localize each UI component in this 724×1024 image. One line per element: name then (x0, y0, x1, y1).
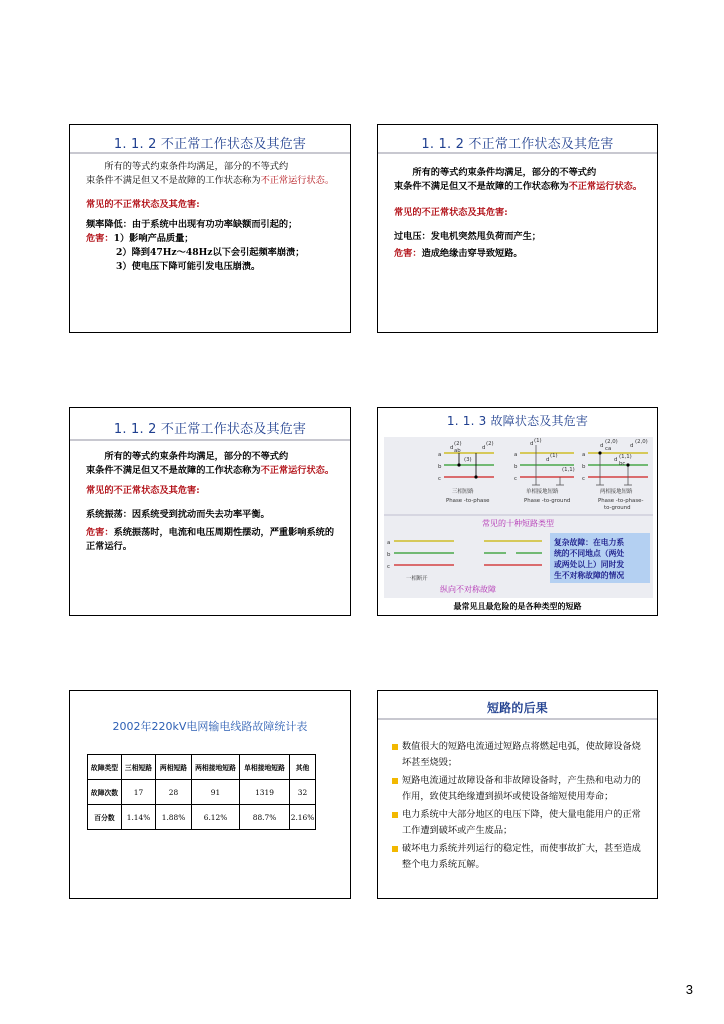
intro-text: 束条件不满足但又不是故障的工作状态称为 (86, 175, 261, 186)
intro-text: 束条件不满足但又不是故障的工作状态称为 (394, 181, 569, 192)
item-text: 系统振荡：因系统受到扰动而失去功率平衡。 (86, 509, 270, 520)
bullet-text: 破坏电力系统并列运行的稳定性，而使事故扩大，甚至造成整个电力系统瓦解。 (402, 843, 641, 870)
intro-red: 不正常运行状态。 (568, 181, 643, 192)
slide-title: 1. 1. 3 故障状态及其危害 (378, 412, 657, 430)
phase-b-label: b (438, 464, 442, 470)
table-cell: 百分数 (88, 805, 122, 830)
table-header: 单相接地短路 (240, 755, 290, 780)
phase-a-label: a (582, 452, 586, 458)
d-superscript: (2) (486, 441, 494, 447)
harm-label: 危害： (86, 233, 114, 244)
slide-body (86, 450, 336, 554)
fault-diagram (384, 437, 653, 598)
d-label: d (630, 443, 634, 449)
diagram-three-phase (438, 441, 494, 504)
intro-line-1: 所有的等式约束条件均满足，部分的不等式约 (412, 167, 597, 178)
complex-line-4: 生不对称故障的情况 (554, 571, 625, 580)
table-header: 故障类型 (88, 755, 122, 780)
harm-3: 3）使电压下降可能引发电压崩溃。 (116, 261, 261, 272)
table-cell: 1.88% (156, 805, 192, 830)
slide-1 (69, 124, 351, 333)
intro-line-1: 所有的等式约束条件均满足，部分的不等式约 (104, 161, 289, 172)
harm-row (86, 526, 336, 554)
page-number: 3 (685, 982, 693, 997)
slide-title: 1. 1. 2 不正常工作状态及其危害 (113, 137, 307, 152)
slide-3 (69, 407, 351, 616)
table-row (88, 755, 316, 780)
three-phase-cn: 三相短路 (452, 489, 474, 495)
d-label: d (600, 443, 604, 449)
list-item (392, 773, 643, 804)
table-header: 三相短路 (122, 755, 156, 780)
consequence-list (392, 739, 643, 875)
phase-c-label: c (387, 564, 390, 570)
intro-text: 束条件不满足但又不是故障的工作状态称为 (86, 465, 261, 476)
bullet-text: 电力系统中大部分地区的电压下降，使大量电能用户的正常工作遭到破坏或产生废品； (402, 809, 641, 836)
slide-4 (377, 407, 658, 616)
phase-b-label: b (514, 464, 518, 470)
slide-title: 1. 1. 2 不正常工作状态及其危害 (113, 422, 307, 437)
d-superscript: (1) (550, 453, 558, 459)
two-phase-cn: 两相接地短路 (600, 489, 633, 495)
intro-line-2 (86, 174, 336, 188)
slide-title: 1. 1. 2 不正常工作状态及其危害 (421, 137, 614, 152)
fault-diagram-panel (384, 437, 653, 598)
table-cell: 28 (156, 780, 192, 805)
d-superscript: (1,1) (562, 467, 575, 473)
d-label: d (614, 457, 618, 463)
bullet-text: 数值很大的短路电流通过短路点将燃起电弧，使故障设备烧坏甚至烧毁； (402, 741, 641, 768)
intro-line-2 (86, 464, 336, 478)
table-cell: 88.7% (240, 805, 290, 830)
d-superscript: (3) (464, 457, 472, 463)
three-phase-en: Phase -to-phase (446, 498, 490, 504)
d-subscript: ab (454, 448, 461, 454)
harm-text: 造成绝缘击穿导致短路。 (421, 248, 523, 259)
slide-2 (377, 124, 658, 333)
harm-label: 危害： (394, 248, 422, 259)
title-divider (70, 439, 350, 441)
complex-line-2: 统的不同地点（两处 (554, 549, 625, 558)
table-header: 其他 (290, 755, 316, 780)
table-cell: 17 (122, 780, 156, 805)
slide-6 (377, 690, 658, 899)
table-cell: 1.14% (122, 805, 156, 830)
harm-label: 危害： (86, 527, 114, 538)
bullet-square-icon (392, 778, 398, 784)
fault-stat-table (87, 754, 316, 830)
two-phase-en-2: to-ground (604, 505, 631, 511)
single-phase-en: Phase -to-ground (524, 498, 571, 504)
d-superscript: (2,0) (635, 439, 648, 445)
table-cell: 6.12% (192, 805, 240, 830)
table-row (88, 780, 316, 805)
slide-body (394, 166, 643, 261)
d-label: d (482, 445, 486, 451)
table-cell: 故障次数 (88, 780, 122, 805)
complex-line-3: 或两处以上）同时发 (554, 560, 625, 569)
section-heading: 常见的不正常状态及其危害: (86, 199, 200, 210)
intro-line-1: 所有的等式约束条件均满足，部分的不等式约 (104, 451, 289, 462)
d-superscript: (1) (534, 438, 542, 444)
table-cell: 32 (290, 780, 316, 805)
phase-a-label: a (387, 540, 391, 546)
table-header: 两相短路 (156, 755, 192, 780)
d-subscript: ca (605, 446, 612, 452)
intro-red: 不正常运行状态。 (260, 175, 335, 186)
phase-a-label: a (514, 452, 518, 458)
phase-c-label: c (438, 476, 441, 482)
intro-line-2 (394, 180, 643, 194)
ten-types-label: 常见的十种短路类型 (482, 519, 554, 528)
list-item (392, 807, 643, 838)
section-heading: 常见的不正常状态及其危害: (394, 207, 508, 218)
phase-c-label: c (514, 476, 517, 482)
title-divider (378, 718, 657, 720)
section-heading: 常见的不正常状态及其危害: (86, 485, 200, 496)
title-divider (70, 152, 350, 154)
intro-red: 不正常运行状态。 (260, 465, 335, 476)
bullet-text: 短路电流通过故障设备和非故障设备时，产生热和电动力的作用，致使其绝缘遭到损坏或使设备缩短使用寿命； (402, 775, 641, 802)
diagram-longitudinal (387, 540, 542, 594)
d-superscript: (2) (454, 441, 462, 447)
longitudinal-label: 纵向不对称故障 (440, 585, 496, 594)
item-text: 频率降低：由于系统中出现有功功率缺额而引起的； (86, 219, 298, 230)
harm-1: 1）影响产品质量； (113, 233, 194, 244)
harm-2: 2）降到47Hz～48Hz以下会引起频率崩溃； (116, 247, 305, 258)
harm-text: 系统振荡时，电流和电压周期性摆动，严重影响系统的正常运行。 (86, 527, 335, 552)
bullet-square-icon (392, 846, 398, 852)
bullet-square-icon (392, 744, 398, 750)
phase-b-label: b (387, 552, 391, 558)
table-row (88, 805, 316, 830)
harm-row (86, 232, 336, 246)
one-phase-break: 一相断开 (406, 576, 428, 582)
d-superscript: (2,0) (605, 439, 618, 445)
two-phase-en: Phase -to-phase- (598, 498, 644, 504)
diagram-single-phase (514, 438, 575, 504)
list-item (392, 739, 643, 770)
table-cell: 91 (192, 780, 240, 805)
table-cell: 2.16% (290, 805, 316, 830)
d-label: d (450, 445, 454, 451)
item-text: 过电压：发电机突然甩负荷而产生； (394, 231, 541, 242)
slide-body (86, 160, 336, 274)
figure-caption: 最常见且最危险的是各种类型的短路 (453, 601, 582, 611)
single-phase-cn: 单相接地短路 (526, 489, 559, 495)
slide-5 (69, 690, 351, 899)
d-subscript: bc (619, 461, 626, 467)
phase-c-label: c (582, 476, 585, 482)
title-divider (378, 152, 657, 154)
phase-b-label: b (582, 464, 586, 470)
complex-line-1: 复杂故障：在电力系 (554, 538, 625, 547)
list-item (392, 841, 643, 872)
phase-a-label: a (438, 452, 442, 458)
bullet-square-icon (392, 812, 398, 818)
table-title: 2002年220kV电网输电线路故障统计表 (112, 720, 308, 733)
d-label: d (530, 441, 534, 447)
diagram-two-phase-ground (582, 439, 648, 511)
d-label: d (546, 457, 550, 463)
slide-title: 短路的后果 (486, 701, 548, 715)
d-superscript: (1,1) (619, 454, 632, 460)
harm-row (394, 247, 643, 261)
table-cell: 1319 (240, 780, 290, 805)
table-header: 两相接地短路 (192, 755, 240, 780)
